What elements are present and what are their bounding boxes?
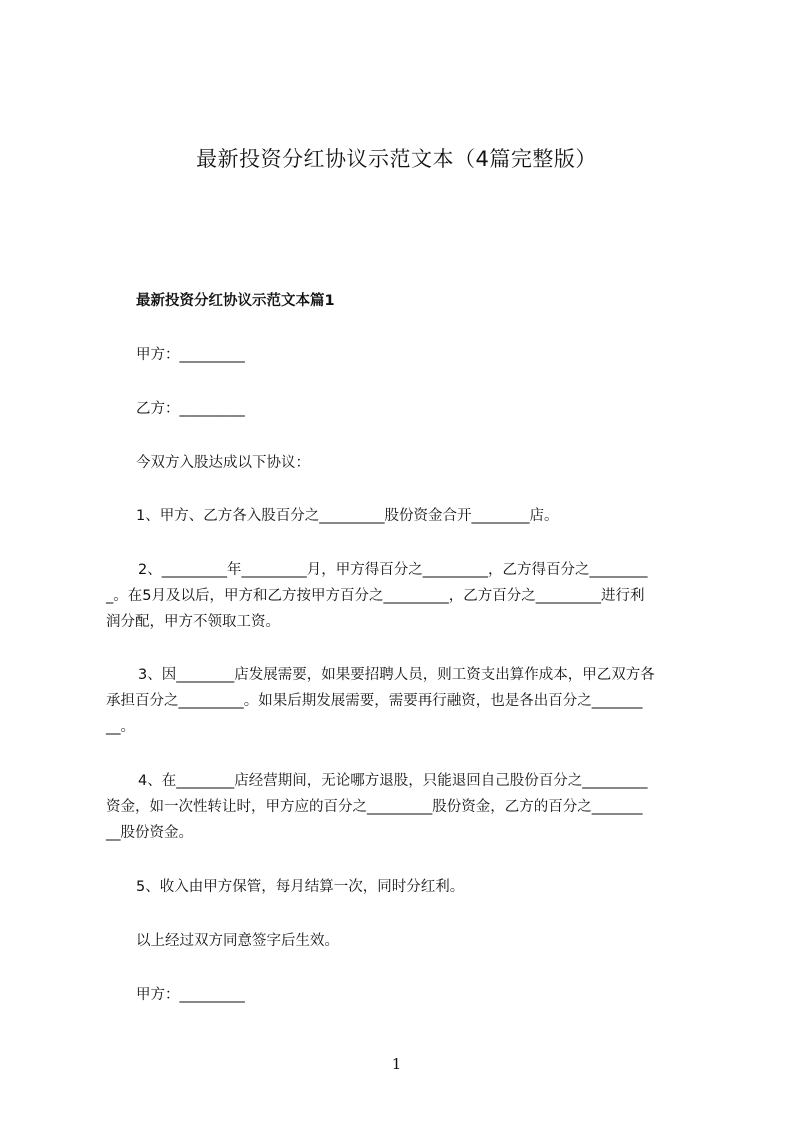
clause-3-line-3: __。 (106, 719, 135, 735)
party-b-field: 乙方：_________ (136, 401, 245, 417)
party-a-signature-field: 甲方：_________ (136, 987, 245, 1003)
document-title: 最新投资分红协议示范文本（4篇完整版） (196, 147, 597, 171)
clause-2-line-1: 2、_________年_________月，甲方得百分之_________，乙方得百分之________ (138, 562, 648, 578)
clause-2-line-2: _。在5月及以后，甲方和乙方按甲方百分之_________，乙方百分之_________进行利 (106, 588, 645, 604)
clause-1: 1、甲方、乙方各入股百分之_________股份资金合开________店。 (136, 508, 559, 524)
clause-5: 5、收入由甲方保管，每月结算一次，同时分红利。 (136, 879, 465, 895)
clause-3-line-1: 3、因________店发展需要，如果要招聘人员，则工资支出算作成本，甲乙双方各 (138, 667, 655, 683)
clause-3-line-2: 承担百分之_________。如果后期发展需要，需要再行融资，也是各出百分之_______ (106, 693, 643, 709)
effective-statement: 以上经过双方同意签字后生效。 (136, 933, 339, 949)
party-a-field: 甲方：_________ (136, 347, 245, 363)
clause-4-line-1: 4、在________店经营期间，无论哪方退股，只能退回自己股份百分之_________ (138, 773, 648, 789)
clause-4-line-2: 资金，如一次性转让时，甲方应的百分之_________股份资金，乙方的百分之_______ (106, 799, 643, 815)
clause-4-line-3: __股份资金。 (106, 825, 193, 841)
intro-paragraph: 今双方入股达成以下协议： (136, 455, 310, 471)
clause-2-line-3: 润分配，甲方不领取工资。 (106, 614, 280, 630)
section-heading: 最新投资分红协议示范文本篇1 (136, 293, 335, 309)
page-number: 1 (391, 1055, 402, 1073)
